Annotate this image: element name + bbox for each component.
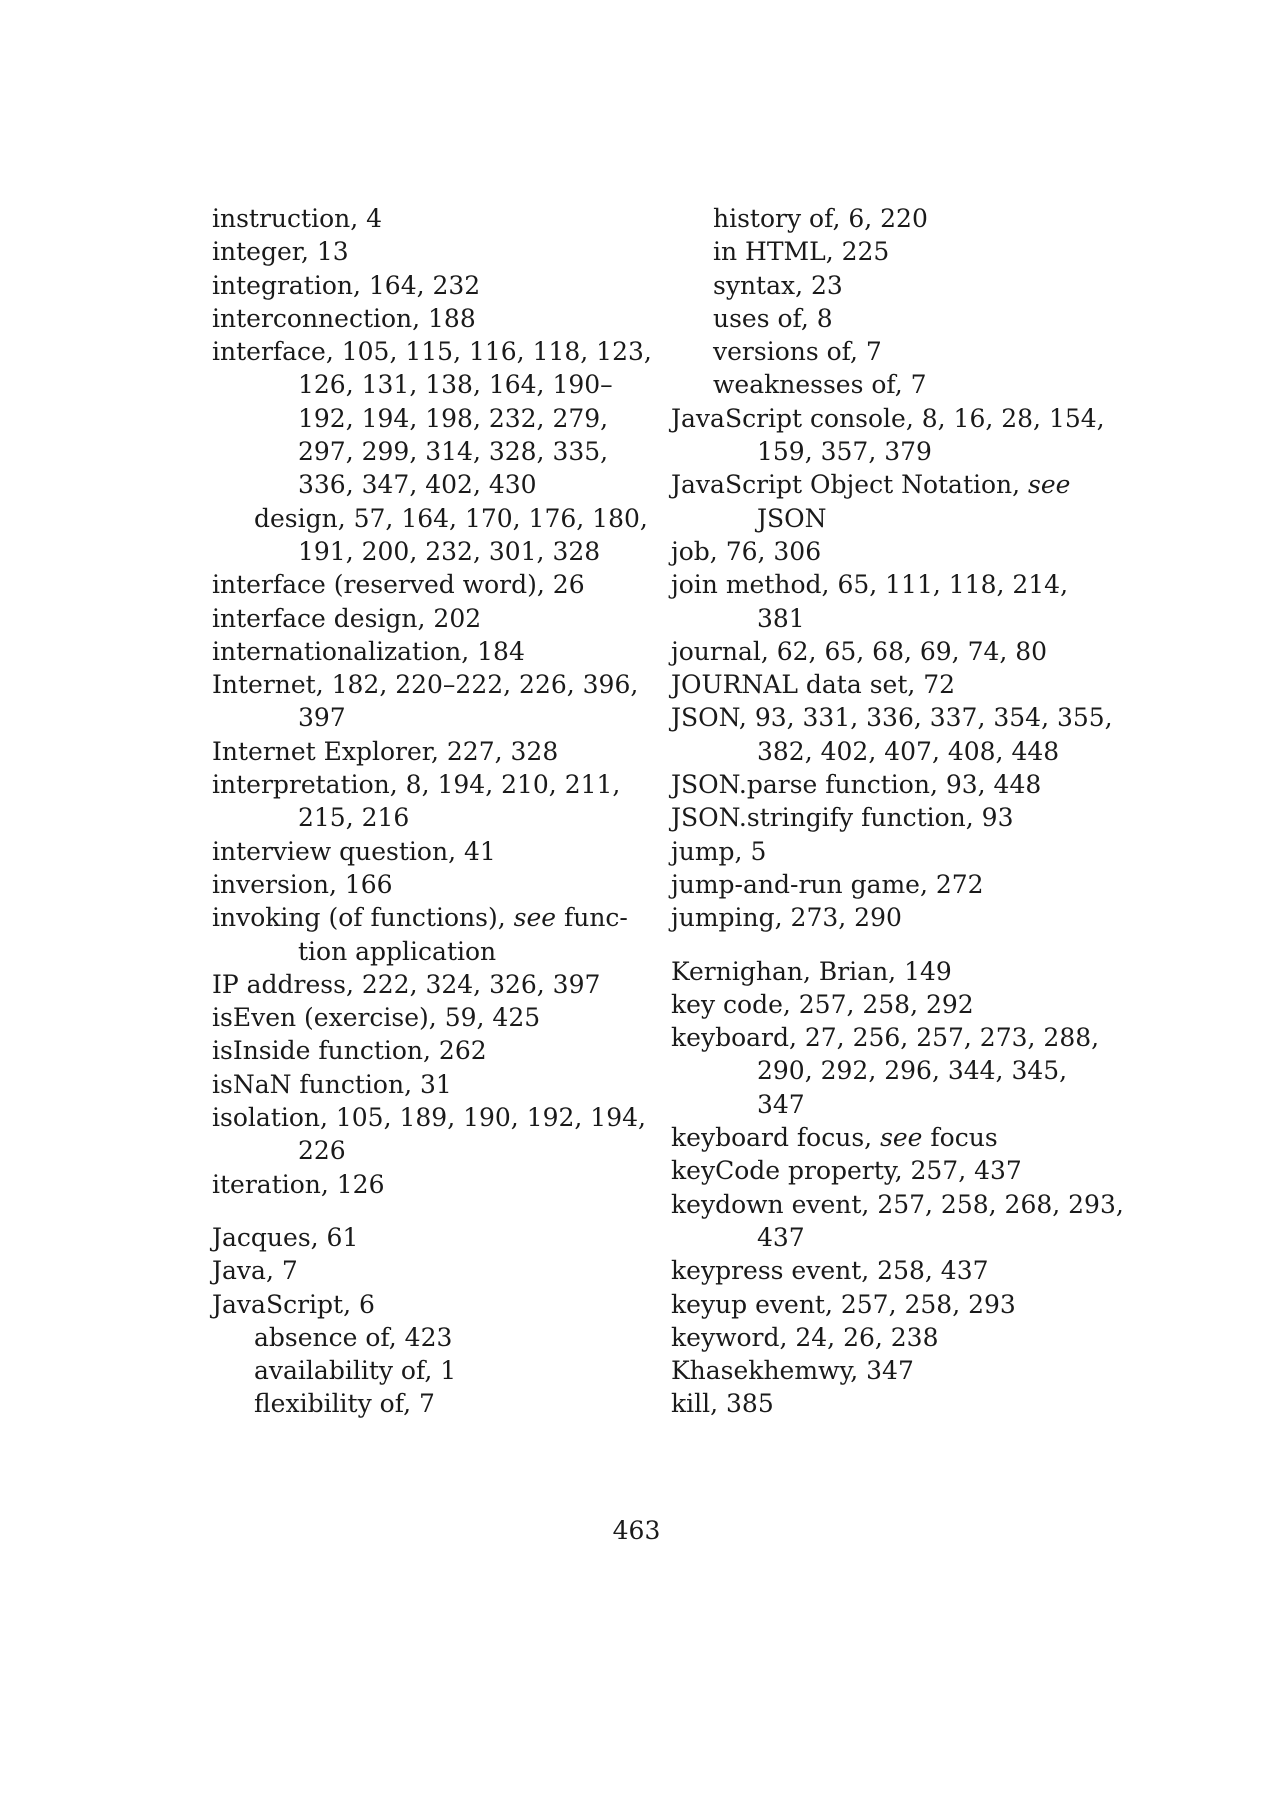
index-entry-continuation: 336, 347, 402, 430: [298, 470, 537, 500]
index-subentry: weaknesses of, 7: [713, 370, 927, 400]
index-entry: JavaScript console, 8, 16, 28, 154,: [671, 403, 1105, 433]
index-entry: integer, 13: [212, 237, 349, 267]
index-entry: keyup event, 257, 258, 293: [671, 1289, 1016, 1319]
index-entry: keyword, 24, 26, 238: [671, 1322, 939, 1352]
index-subentry: versions of, 7: [713, 337, 882, 367]
see-reference: see: [880, 1123, 923, 1153]
index-entry: JSON, 93, 331, 336, 337, 354, 355,: [671, 703, 1113, 733]
index-subentry: history of, 6, 220: [713, 204, 928, 233]
index-entry: Internet Explorer, 227, 328: [212, 736, 559, 766]
entry-text: func-: [556, 903, 628, 933]
index-subentry: availability of, 1: [254, 1356, 457, 1386]
index-entry: journal, 62, 65, 68, 69, 74, 80: [671, 636, 1048, 666]
index-entry-continuation: 437: [757, 1222, 805, 1252]
index-entry: interface, 105, 115, 116, 118, 123,: [212, 337, 652, 367]
index-entry: jumping, 273, 290: [671, 903, 902, 933]
index-subentry: in HTML, 225: [713, 237, 890, 267]
index-entry: JSON.parse function, 93, 448: [671, 770, 1042, 800]
page-number: 463: [612, 1516, 661, 1545]
index-entry: JSON.stringify function, 93: [671, 803, 1014, 833]
entry-text: focus: [922, 1123, 998, 1153]
index-entry: interface design, 202: [212, 603, 482, 633]
index-entry: inversion, 166: [212, 869, 393, 899]
index-entry-continuation: 290, 292, 296, 344, 345,: [757, 1056, 1068, 1086]
letter-group-gap: [671, 935, 1091, 955]
index-entry: isInside function, 262: [212, 1036, 487, 1066]
index-entry: interconnection, 188: [212, 303, 476, 333]
letter-group-gap: [212, 1201, 612, 1221]
index-entry-continuation: tion application: [298, 936, 497, 966]
index-subentry: flexibility of, 7: [254, 1389, 435, 1419]
index-entry: iteration, 126: [212, 1169, 385, 1199]
index-entry: isolation, 105, 189, 190, 192, 194,: [212, 1103, 646, 1133]
index-entry: interview question, 41: [212, 836, 496, 866]
index-entry-continuation: 297, 299, 314, 328, 335,: [298, 437, 609, 467]
index-entry: JOURNAL data set, 72: [671, 670, 956, 700]
index-entry-continuation: 226: [298, 1136, 346, 1166]
index-entry-continuation: 347: [757, 1089, 805, 1119]
index-entry: job, 76, 306: [671, 536, 822, 566]
index-entry: jump-and-run game, 272: [671, 869, 984, 899]
index-entry: jump, 5: [671, 836, 767, 866]
index-entry-continuation: JSON: [757, 503, 827, 533]
index-entry-continuation: 126, 131, 138, 164, 190–: [298, 370, 613, 400]
index-entry: Khasekhemwy, 347: [671, 1356, 914, 1386]
index-entry: keydown event, 257, 258, 268, 293,: [671, 1189, 1124, 1219]
index-entry: keyboard, 27, 256, 257, 273, 288,: [671, 1023, 1100, 1053]
index-entry: keypress event, 258, 437: [671, 1256, 989, 1286]
index-entry: interface (reserved word), 26: [212, 570, 585, 600]
index-subentry: absence of, 423: [254, 1322, 453, 1352]
index-subentry: design, 57, 164, 170, 176, 180,: [254, 503, 648, 533]
index-subentry: uses of, 8: [713, 303, 833, 333]
index-entry: kill, 385: [671, 1389, 774, 1419]
see-reference: see: [1028, 470, 1071, 500]
index-entry-continuation: 215, 216: [298, 803, 410, 833]
index-entry: JavaScript, 6: [212, 1289, 375, 1319]
index-entry: Jacques, 61: [212, 1222, 359, 1252]
entry-text: JavaScript Object Notation,: [671, 470, 1029, 500]
index-entry-continuation: 381: [757, 603, 805, 633]
index-entry-continuation: 192, 194, 198, 232, 279,: [298, 403, 609, 433]
index-entry: [671, 468, 1091, 501]
index-entry: join method, 65, 111, 118, 214,: [671, 570, 1069, 600]
index-entry: Java, 7: [212, 1256, 298, 1286]
index-entry: Internet, 182, 220–222, 226, 396,: [212, 670, 639, 700]
index-column-right: [671, 202, 1124, 1421]
index-column-left: [212, 202, 652, 1421]
index-entry-continuation: 382, 402, 407, 408, 448: [757, 736, 1060, 766]
index-entry: interpretation, 8, 194, 210, 211,: [212, 770, 621, 800]
see-reference: see: [513, 903, 557, 933]
index-entry: internationalization, 184: [212, 636, 525, 666]
index-entry: keyCode property, 257, 437: [671, 1156, 1022, 1186]
index-entry: isEven (exercise), 59, 425: [212, 1003, 541, 1033]
index-entry-continuation: 397: [298, 703, 346, 733]
entry-text: keyboard focus,: [671, 1123, 881, 1153]
index-entry-continuation: 191, 200, 232, 301, 328: [298, 536, 601, 566]
index-entry: instruction, 4: [212, 204, 383, 233]
index-subentry: syntax, 23: [713, 270, 843, 300]
index-entry: Kernighan, Brian, 149: [671, 956, 952, 986]
index-entry: IP address, 222, 324, 326, 397: [212, 969, 601, 999]
index-entry: integration, 164, 232: [212, 270, 481, 300]
index-entry: [212, 901, 628, 934]
index-entry-continuation: 159, 357, 379: [757, 437, 932, 467]
entry-text: invoking (of functions),: [212, 903, 514, 933]
index-entry: isNaN function, 31: [212, 1069, 452, 1099]
index-entry: key code, 257, 258, 292: [671, 989, 974, 1019]
index-entry: [671, 1121, 1091, 1154]
